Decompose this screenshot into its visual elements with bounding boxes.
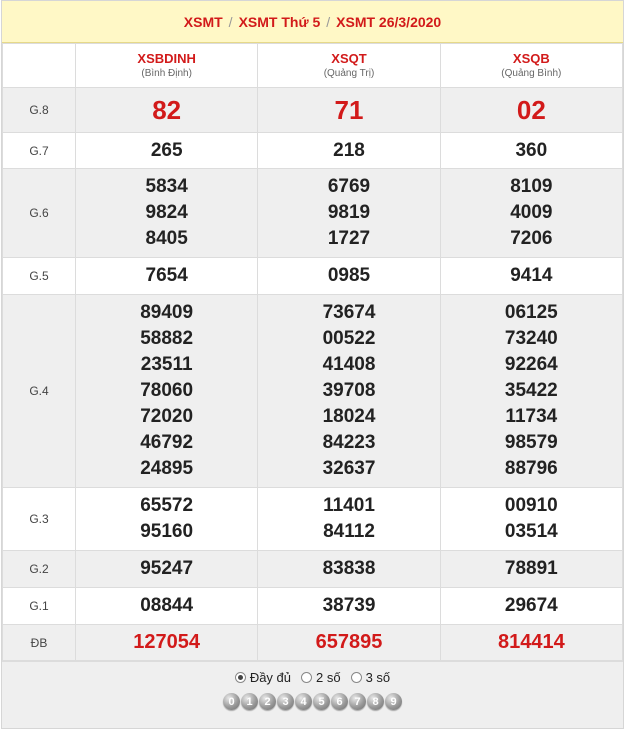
prize-value: 9824: [145, 202, 188, 223]
prize-value: 72020: [140, 406, 194, 427]
digit-filter-5[interactable]: 5: [313, 693, 330, 710]
prize-value: 84112: [323, 521, 375, 542]
prize-value: 02: [440, 88, 622, 133]
radio-label: Đầy đủ: [249, 670, 292, 685]
digit-filter-1[interactable]: 1: [241, 693, 258, 710]
digit-filter-6[interactable]: 6: [331, 693, 348, 710]
radio-dot-icon[interactable]: [351, 672, 362, 683]
digit-filter-4[interactable]: 4: [295, 693, 312, 710]
prize-value: 9414: [440, 258, 622, 295]
breadcrumb: [2, 1, 623, 43]
results-table: [2, 43, 623, 661]
prize-value: 35422: [504, 380, 558, 401]
prize-row-db: [3, 625, 623, 661]
prize-cell: [258, 169, 440, 258]
province-code[interactable]: XSQT: [331, 51, 367, 66]
breadcrumb-xsmt-date[interactable]: XSMT 26/3/2020: [336, 13, 442, 30]
special-prize-value: 127054: [76, 625, 258, 661]
prize-value: 95160: [140, 521, 194, 542]
prize-value: 218: [258, 133, 440, 169]
province-name: (Bình Định): [141, 68, 192, 79]
prize-value: 5834: [145, 176, 188, 197]
radio-dot-icon[interactable]: [235, 672, 246, 683]
province-col-0: [76, 44, 258, 88]
prize-value: 65572: [140, 495, 194, 516]
special-prize-value: 657895: [258, 625, 440, 661]
prize-value: 38739: [258, 588, 440, 625]
breadcrumb-separator: /: [326, 13, 331, 30]
prize-label: G.4: [3, 295, 76, 488]
prize-value: 29674: [440, 588, 622, 625]
prize-row-g2: [3, 551, 623, 588]
digit-filter-9[interactable]: 9: [385, 693, 402, 710]
prize-value: 73674: [322, 302, 376, 323]
results-table-container: [1, 0, 624, 729]
prize-value: 46792: [140, 432, 194, 453]
radio-dot-icon[interactable]: [301, 672, 312, 683]
prize-row-g4: [3, 295, 623, 488]
prize-label: G.8: [3, 88, 76, 133]
province-header-row: [3, 44, 623, 88]
prize-label: G.7: [3, 133, 76, 169]
radio-2-digits[interactable]: [301, 670, 341, 685]
province-code[interactable]: XSBDINH: [137, 51, 196, 66]
province-code[interactable]: XSQB: [512, 51, 550, 66]
prize-value: 4009: [510, 202, 553, 223]
prize-value: 8109: [510, 176, 553, 197]
province-name: (Quảng Trị): [323, 68, 375, 79]
digit-filter-0[interactable]: 0: [223, 693, 240, 710]
prize-value: 03514: [504, 521, 558, 542]
prize-value: 06125: [504, 302, 558, 323]
prize-label: G.5: [3, 258, 76, 295]
prize-value: 0985: [258, 258, 440, 295]
prize-row-g8: [3, 88, 623, 133]
province-col-2: [440, 44, 622, 88]
prize-cell: [258, 295, 440, 488]
prize-row-g3: [3, 488, 623, 551]
prize-cell: [440, 295, 622, 488]
prize-value: 7654: [76, 258, 258, 295]
prize-value: 7206: [510, 228, 553, 249]
prize-value: 08844: [76, 588, 258, 625]
prize-cell: [440, 488, 622, 551]
prize-value: 82: [76, 88, 258, 133]
prize-value: 18024: [322, 406, 376, 427]
prize-cell: [258, 488, 440, 551]
prize-label: G.1: [3, 588, 76, 625]
prize-value: 9819: [327, 202, 371, 223]
breadcrumb-xsmt-thu5[interactable]: XSMT Thứ 5: [238, 13, 321, 30]
prize-value: 00910: [504, 495, 558, 516]
prize-value: 00522: [322, 328, 376, 349]
prize-cell: [76, 295, 258, 488]
radio-label: 2 số: [316, 670, 341, 685]
prize-value: 39708: [322, 380, 376, 401]
prize-value: 98579: [504, 432, 558, 453]
prize-value: 265: [76, 133, 258, 169]
prize-value: 78060: [140, 380, 194, 401]
prize-value: 11734: [505, 406, 558, 427]
prize-value: 11401: [323, 495, 375, 516]
prize-value: 89409: [140, 302, 194, 323]
radio-label: 3 số: [365, 670, 391, 685]
prize-value: 24895: [140, 458, 194, 479]
digit-filter-8[interactable]: 8: [367, 693, 384, 710]
prize-label: G.2: [3, 551, 76, 588]
prize-value: 71: [258, 88, 440, 133]
prize-value: 8405: [145, 228, 188, 249]
radio-full[interactable]: [235, 670, 291, 685]
prize-row-g7: [3, 133, 623, 169]
prize-value: 88796: [504, 458, 558, 479]
prize-value: 84223: [322, 432, 376, 453]
prize-value: 92264: [504, 354, 558, 375]
prize-label: ĐB: [3, 625, 76, 661]
radio-3-digits[interactable]: [351, 670, 391, 685]
prize-label: G.3: [3, 488, 76, 551]
display-mode-radio-group: [2, 662, 623, 685]
prize-value: 360: [440, 133, 622, 169]
prize-row-g5: [3, 258, 623, 295]
prize-cell: [76, 169, 258, 258]
breadcrumb-separator: /: [228, 13, 233, 30]
prize-value: 41408: [322, 354, 376, 375]
prize-cell: [76, 488, 258, 551]
prize-value: 32637: [322, 458, 376, 479]
digit-filter-7[interactable]: 7: [349, 693, 366, 710]
province-name: (Quảng Bình): [501, 68, 562, 79]
prize-value: 1727: [327, 228, 371, 249]
digit-filter-3[interactable]: 3: [277, 693, 294, 710]
display-controls: [2, 661, 623, 728]
prize-value: 95247: [76, 551, 258, 588]
breadcrumb-xsmt[interactable]: XSMT: [183, 13, 223, 30]
empty-header-cell: [3, 44, 76, 88]
prize-value: 78891: [440, 551, 622, 588]
prize-cell: [440, 169, 622, 258]
prize-value: 58882: [140, 328, 194, 349]
digit-filter-2[interactable]: 2: [259, 693, 276, 710]
province-col-1: [258, 44, 440, 88]
prize-value: 73240: [504, 328, 558, 349]
prize-row-g1: [3, 588, 623, 625]
digit-filter-bar: [2, 693, 623, 710]
special-prize-value: 814414: [440, 625, 622, 661]
prize-value: 23511: [140, 354, 193, 375]
prize-value: 83838: [258, 551, 440, 588]
prize-value: 6769: [327, 176, 371, 197]
prize-row-g6: [3, 169, 623, 258]
prize-label: G.6: [3, 169, 76, 258]
